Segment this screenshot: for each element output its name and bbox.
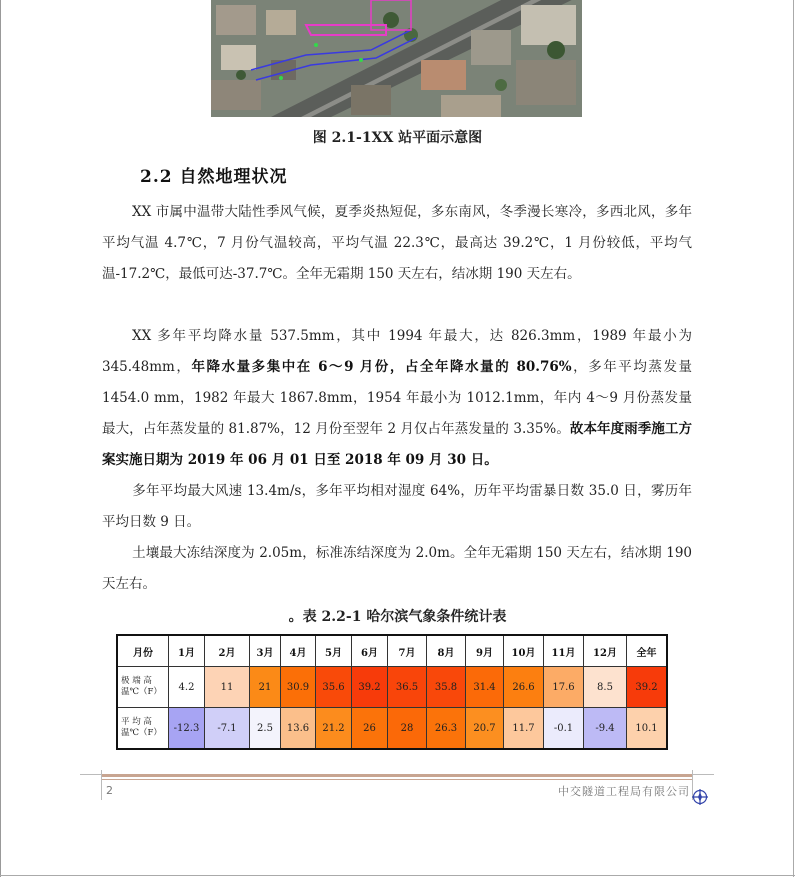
soil-text: 土壤最大冻结深度为 2.05m，标准冻结深度为 2.0m。全年无霜期 150 天左右，结冰期 190 天左右。 [102,545,692,592]
climate-text: XX 市属中温带大陆性季风气候，夏季炎热短促，多东南风，冬季漫长寒冷，多西北风，多年平均气温 4.7℃，7 月份气温较高，平均气温 22.3℃，最高达 39.2℃，1 月份较低，平均气温-17.2℃，最低可达-37.7℃。全年无霜期 150 天左右，结冰期 190 天左右。 [102,204,692,282]
table-cell: 11 [205,667,250,708]
table-cell: 31.4 [466,667,504,708]
table-cell: 21 [250,667,281,708]
table-cell: 35.8 [427,667,466,708]
row-label: 极 端 高温℃（F） [117,667,169,708]
table-row [117,667,667,708]
table-cell: 39.2 [352,667,388,708]
header-month-cell: 1月 [169,635,205,667]
table-cell: -12.3 [169,708,205,750]
precipitation-text-a: XX 多年平均降水量 537.5mm，其中 1994 年最大，达 826.3mm，1989 年最小为 345.48mm， [102,328,692,375]
table-cell: 8.5 [584,667,627,708]
climate-table [116,634,668,750]
table-cell: 26 [352,708,388,750]
header-month-cell: 8月 [427,635,466,667]
table-cell: -9.4 [584,708,627,750]
header-month-cell: 2月 [205,635,250,667]
table-cell: 30.9 [281,667,316,708]
header-month-cell: 3月 [250,635,281,667]
table-cell: 4.2 [169,667,205,708]
precipitation-text-c: ，多年平均蒸发量 1454.0 mm，1982 年最大 1867.8mm，1954 年最小为 1012.1mm，年内 4～9 月份蒸发量最大，占年蒸发量的 81.87%，12 月份至翌年 2 月仅占年蒸发量的 3.35%。 [102,359,693,437]
rain-season-dates: 故本年度雨季施工方案实施日期为 2019 年 06 月 01 日至 2018 年 09 月 30 日。 [102,421,693,468]
table-cell: -0.1 [544,708,584,750]
table-cell: 26.6 [504,667,544,708]
satellite-map-image [211,0,582,117]
table-cell: 20.7 [466,708,504,750]
wind-paragraph [102,476,692,538]
section-heading: 2.2 自然地理状况 [140,167,288,187]
climate-paragraph [102,197,692,290]
header-month-cell: 4月 [281,635,316,667]
table-cell: 39.2 [627,667,668,708]
table-cell: -7.1 [205,708,250,750]
footer-rule-thick [102,774,692,777]
header-month-cell: 5月 [316,635,352,667]
table-title: 。表 2.2-1 哈尔滨气象条件统计表 [288,609,507,625]
header-month-cell: 11月 [544,635,584,667]
page-border-bottom [0,875,795,876]
table-cell: 10.1 [627,708,668,750]
company-name: 中交隧道工程局有限公司 [558,785,690,798]
anchor-target-icon[interactable] [691,788,709,806]
table-cell: 11.7 [504,708,544,750]
precipitation-paragraph [102,321,692,476]
table-cell: 17.6 [544,667,584,708]
table-cell: 35.6 [316,667,352,708]
figure-caption: 图 2.1-1XX 站平面示意图 [312,130,483,146]
header-month-cell: 12月 [584,635,627,667]
table-cell: 36.5 [388,667,427,708]
header-month-cell: 10月 [504,635,544,667]
header-month-cell: 7月 [388,635,427,667]
header-month-cell: 全年 [627,635,668,667]
header-month-label: 月份 [117,635,169,667]
table-header-row [117,635,667,667]
table-cell: 13.6 [281,708,316,750]
header-month-cell: 6月 [352,635,388,667]
wind-text: 多年平均最大风速 13.4m/s，多年平均相对湿度 64%，历年平均雷暴日数 35.0 日，雾历年平均日数 9 日。 [102,483,692,530]
table-cell: 28 [388,708,427,750]
row-label: 平 均 高温℃（F） [117,708,169,750]
precipitation-bold-b: 年降水量多集中在 6～9 月份，占全年降水量的 80.76% [191,359,572,375]
crop-mark-left [80,774,102,775]
table-row [117,708,667,750]
soil-paragraph [102,538,692,600]
footer-rule-thin [102,779,692,780]
crop-mark-right [692,774,714,775]
table-cell: 21.2 [316,708,352,750]
header-month-cell: 9月 [466,635,504,667]
page-number: 2 [106,784,113,797]
table-cell: 2.5 [250,708,281,750]
table-cell: 26.3 [427,708,466,750]
